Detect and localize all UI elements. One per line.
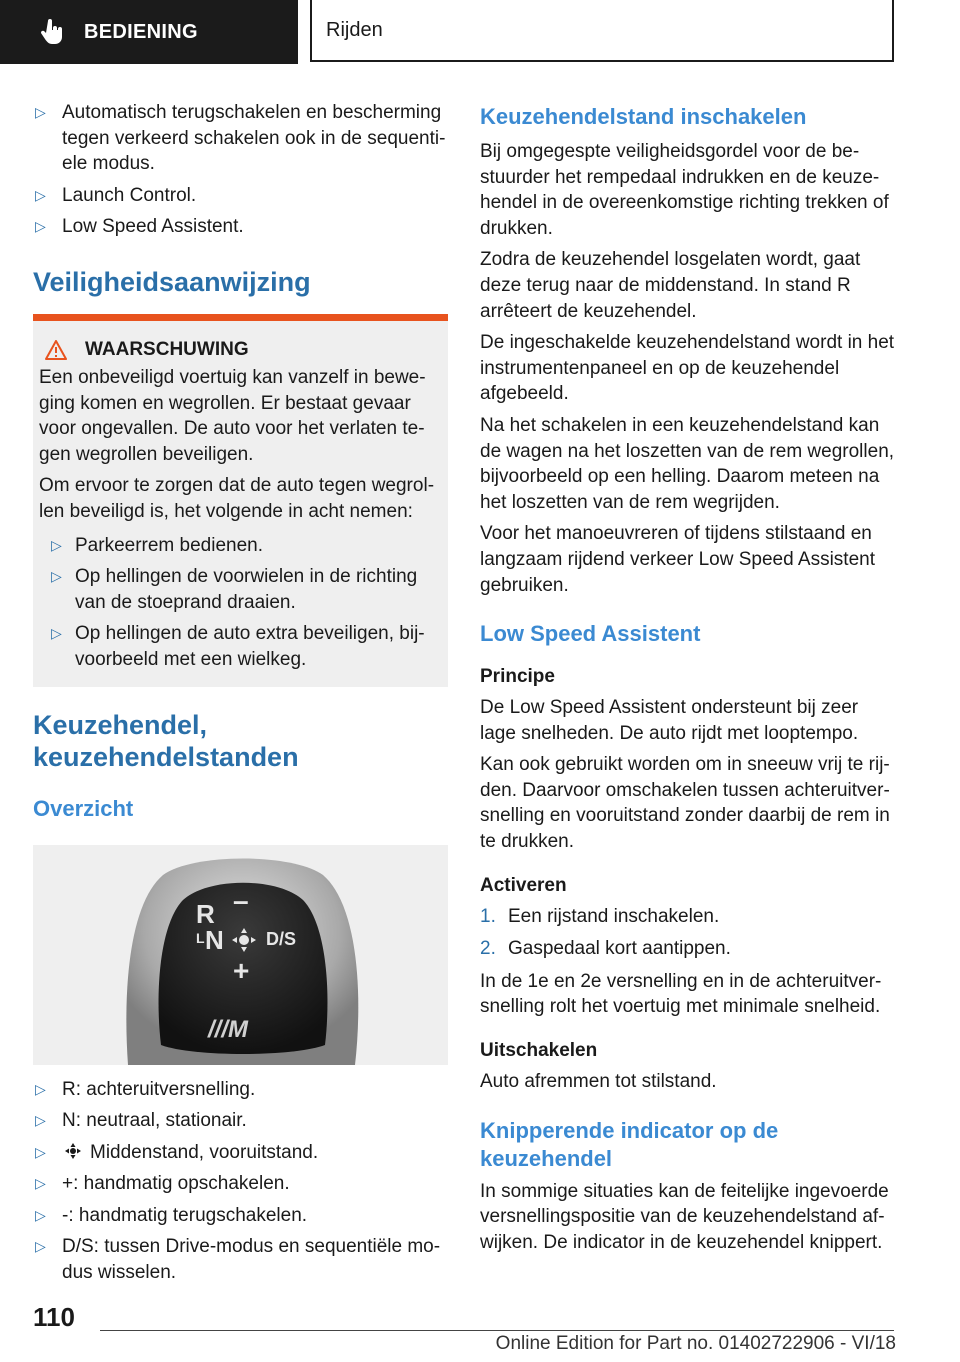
activate-steps: [480, 904, 896, 962]
heading-overview: Overzicht: [33, 795, 134, 821]
warning-triangle-icon: [45, 340, 67, 360]
bullet-triangle-icon: ▷: [51, 625, 62, 642]
left-column: [33, 100, 448, 1292]
gear-knob-illustration: [33, 845, 448, 1065]
label-minus: –: [233, 884, 249, 916]
list-item: ▷ R: achteruitversnelling.: [33, 1077, 448, 1103]
heading-low-speed-assistent: Low Speed Assistent: [480, 621, 701, 647]
page-number: 110: [33, 1302, 75, 1332]
list-item: 2. Gaspedaal kort aantippen.: [480, 938, 731, 960]
list-item: ▷ Automatisch terugschakelen en bescherming tegen verkeerd schakelen ook in de sequentiele modus.: [35, 102, 446, 175]
warning-list: [39, 533, 442, 673]
heading-selector: Keuzehendel, keuzehendelstanden: [33, 709, 299, 772]
engage-para: Zodra de keuzehendel losgelaten wordt, gaat deze terug naar de middenstand. In stand R arrêteert de keuzehendel.: [480, 249, 861, 322]
activate-title: Activeren: [480, 874, 567, 896]
warning-para-1: Een onbeveiligd voertuig kan vanzelf in beweging komen en wegrollen. Er bestaat gevaar voor ongevallen. De auto voor het verlaten tegen wegrollen beveiligen.: [39, 366, 426, 465]
bullet-triangle-icon: ▷: [35, 1175, 46, 1192]
bullet-triangle-icon: ▷: [35, 218, 46, 235]
brand-logo: ///M: [208, 1015, 248, 1043]
hand-pointer-icon: [38, 18, 66, 46]
engage-para: Voor het manoeuvreren of tijdens stilstaand en langzaam rijdend verkeer Low Speed Assistent gebruiken.: [480, 523, 876, 596]
right-column: [480, 100, 896, 1255]
bullet-triangle-icon: ▷: [35, 1238, 46, 1255]
indicator-text: In sommige situaties kan de feitelijke ingevoerde versnellingspositie van de keuzehendelstand afwijken. De indicator in de keuzehendel knippert.: [480, 1180, 889, 1253]
engage-para: Bij omgegespte veiligheidsgordel voor de bestuurder het rempedaal indrukken en de keuzehendel in de overeenkomstige richting trekken of drukken.: [480, 141, 889, 239]
section-tab: [0, 0, 298, 64]
heading-indicator: Knipperende indicator op de keuzehendel: [480, 1117, 779, 1171]
bullet-triangle-icon: ▷: [51, 536, 62, 553]
list-item: ▷ D/S: tussen Drive-modus en sequentiële modus wisselen.: [35, 1236, 441, 1284]
list-item: ▷ Low Speed Assistent.: [33, 214, 448, 240]
label-ds: D/S: [266, 928, 297, 949]
bullet-triangle-icon: ▷: [35, 1112, 46, 1129]
warning-title: WAARSCHUWING: [85, 338, 249, 360]
principle-para: Kan ook gebruikt worden om in sneeuw vrij te rijden. Daarvoor omschakelen tussen achteruitversnelling en vooruitstand zonder daarbij de rem in te drukken.: [480, 754, 890, 853]
label-n: N: [205, 924, 224, 955]
chapter-title: Rijden: [326, 18, 383, 41]
list-item: ▷ +: handmatig opschakelen.: [33, 1171, 448, 1197]
activate-note: In de 1e en 2e versnelling en in de achteruitversnelling rolt het voertuig met minimale snelheid.: [480, 970, 882, 1018]
list-item: ▷ Launch Control.: [33, 183, 448, 209]
engage-para: Na het schakelen in een keuzehendelstand kan de wagen na het loszetten van de rem wegrollen, bijvoorbeeld op een helling. Daarom meteen na het loszetten van de rem wegrijden.: [480, 414, 895, 513]
heading-engage: Keuzehendelstand inschakelen: [480, 104, 807, 129]
label-r: R: [196, 898, 215, 929]
section-title: BEDIENING: [84, 20, 198, 43]
deactivate-text: Auto afremmen tot stilstand.: [480, 1071, 717, 1093]
list-item: ▷ N: neutraal, stationair.: [33, 1108, 448, 1134]
list-item: 1. Een rijstand inschakelen.: [480, 905, 720, 927]
bullet-triangle-icon: ▷: [35, 1143, 46, 1160]
list-item: ▷ Op hellingen de auto extra beveiligen, bijvoorbeeld met een wielkeg.: [51, 623, 425, 670]
principle-para: De Low Speed Assistent ondersteunt bij zeer lage snelheden. De auto rijdt met looptempo.: [480, 697, 859, 744]
heading-safety: Veiligheidsaanwijzing: [33, 266, 311, 297]
warning-title-row: [45, 339, 442, 361]
list-item: ▷ -: handmatig terugschakelen.: [33, 1203, 448, 1229]
list-item: ▷ Op hellingen de voorwielen in de richting van de stoeprand draaien.: [51, 566, 418, 613]
bullet-triangle-icon: ▷: [35, 1080, 46, 1097]
bullet-triangle-icon: ▷: [35, 104, 46, 120]
bullet-triangle-icon: ▷: [35, 186, 46, 203]
deactivate-title: Uitschakelen: [480, 1040, 598, 1062]
bullet-triangle-icon: ▷: [51, 568, 62, 585]
warning-para-2: Om ervoor te zorgen dat de auto tegen wegrollen beveiligd is, het volgende in acht nemen:: [39, 475, 435, 522]
list-item: ▷ Middenstand, vooruitstand.: [33, 1140, 448, 1166]
label-l: L: [196, 929, 205, 946]
chapter-tab: [310, 0, 894, 62]
footer-edition: Online Edition for Part no. 01402722906 - VI/18: [495, 1333, 896, 1354]
selector-lever-image: [33, 845, 448, 1065]
footer-divider: [100, 1330, 894, 1331]
bullet-triangle-icon: ▷: [35, 1206, 46, 1223]
label-plus: +: [233, 954, 250, 986]
principle-title: Principe: [480, 666, 555, 688]
legend-list: [33, 1077, 448, 1286]
engage-para: De ingeschakelde keuzehendelstand wordt in het instrumentenpaneel en op de keuzehendel afgebeeld.: [480, 332, 895, 405]
list-item: ▷ Parkeerrem bedienen.: [39, 533, 442, 559]
feature-list: [33, 100, 448, 240]
center-position-icon: [64, 1142, 82, 1160]
warning-box: [33, 314, 448, 687]
